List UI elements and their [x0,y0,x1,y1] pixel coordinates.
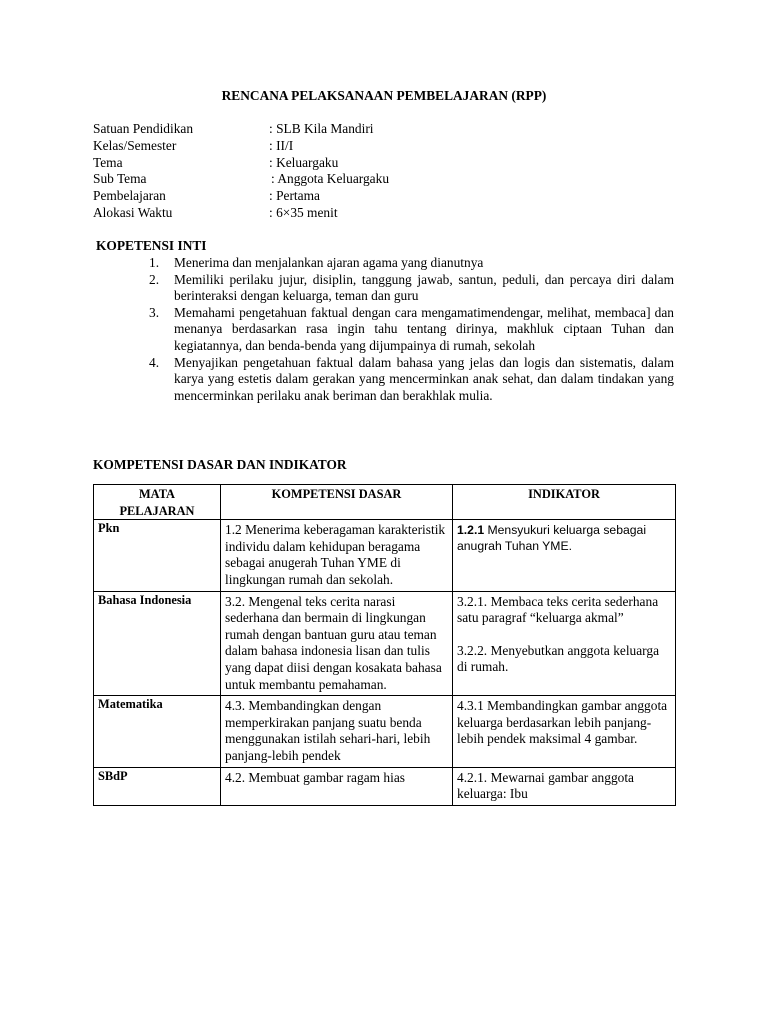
info-row [93,138,389,155]
info-label: Sub Tema [93,171,147,187]
list-item [149,305,674,355]
indikator-cell [453,696,676,767]
table-row [94,696,676,767]
table-row [94,591,676,696]
kompetensi-dasar-table [93,484,676,806]
list-item [149,255,674,272]
list-item [149,355,674,405]
kd-cell [221,520,453,591]
list-number: 4. [149,354,160,370]
info-value: : 6×35 menit [269,204,338,220]
indikator-cell [453,767,676,805]
kd-text: 1.2 Menerima keberagaman karakteristik individu dalam kehidupan beragama sebagai anugerah Tuhan YME di lingkungan rumah dan sekolah. [225,522,446,587]
kd-text: 4.3. Membandingkan dengan memperkirakan panjang suatu benda menggunakan istilah sehari-hari, lebih panjang-lebih pendek [225,698,431,763]
kompetensi-dasar-heading: KOMPETENSI DASAR DAN INDIKATOR [93,457,347,472]
column-header-kd: KOMPETENSI DASAR [221,485,453,520]
subject-cell: Matematika [94,696,221,767]
list-number: 1. [149,255,160,270]
info-row [93,205,389,222]
info-label: Alokasi Waktu [93,204,173,220]
identity-block [93,121,389,222]
info-label: Satuan Pendidikan [93,121,194,136]
indikator-code: 1.2.1 [457,523,485,538]
info-row [93,188,389,205]
indikator-text: Mensyukuri keluarga sebagai anugrah Tuhan YME. [457,523,647,554]
spacer [457,627,671,643]
indikator-cell [453,520,676,591]
indikator-cell [453,591,676,696]
column-header-mapel [94,485,221,520]
table-row [94,767,676,805]
info-value: : Pertama [269,188,320,204]
info-row [93,171,389,188]
header-text: MATA [138,487,175,501]
kd-text: 3.2. Mengenal teks cerita narasi sederhana dan bermain di lingkungan rumah dengan bantuan guru atau teman dalam bahasa indonesia lisan dan tulis yang dapat diisi dengan kosakata bahasa untuk membantu pemahaman. [225,593,442,692]
list-text: Memiliki perilaku jujur, disiplin, tanggung jawab, santun, peduli, dan percaya diri dalam berinteraksi dengan keluarga, teman dan guru [174,271,674,304]
info-value: : SLB Kila Mandiri [269,121,374,136]
subject-cell: SBdP [94,767,221,805]
indikator-text: 4.2.1. Mewarnai gambar anggota keluarga: Ibu [457,769,634,802]
column-header-indikator: INDIKATOR [453,485,676,520]
indikator-text: 3.2.1. Membaca teks cerita sederhana satu paragraf “keluarga akmal” [457,593,659,626]
kd-text: 4.2. Membuat gambar ragam hias [225,769,405,785]
list-number: 3. [149,304,160,320]
kd-cell [221,696,453,767]
list-number: 2. [149,271,160,287]
table-header-row [94,485,676,520]
info-value: : Keluargaku [269,154,339,170]
info-value: : II/I [269,137,294,153]
table-row [94,520,676,591]
info-label: Pembelajaran [93,188,166,204]
kd-cell [221,591,453,696]
indikator-text: 3.2.2. Menyebutkan anggota keluarga di rumah. [457,642,660,675]
kompetensi-inti-list [149,255,674,404]
list-text: Menyajikan pengetahuan faktual dalam bahasa yang jelas dan logis dan sistematis, dalam karya yang estetis dalam gerakan yang mencerminkan anak sehat, dan dalam tindakan yang mencerminkan perilaku anak beriman dan berakhlak mulia. [174,354,674,403]
info-value: : Anggota Keluargaku [271,171,390,187]
document-title: RENCANA PELAKSANAAN PEMBELAJARAN (RPP) [221,88,547,103]
list-item [149,272,674,305]
info-label: Tema [93,154,123,170]
list-text: Memahami pengetahuan faktual dengan cara mengamatimendengar, melihat, membaca] dan menanya berdasarkan rasa ingin tahu tentang dirinya, makhluk ciptaan Tuhan dan kegiatannya, dan benda-benda yang dijumpainya di rumah, sekolah [174,304,674,353]
header-text: PELAJARAN [119,503,195,518]
indikator-text: 4.3.1 Membandingkan gambar anggota keluarga berdasarkan lebih panjang- lebih pendek maksimal 4 gambar. [457,698,668,747]
kompetensi-inti-heading: KOPETENSI INTI [96,238,207,253]
info-row [93,155,389,172]
info-label: Kelas/Semester [93,137,177,153]
info-row [93,121,389,138]
kd-cell [221,767,453,805]
list-text: Menerima dan menjalankan ajaran agama yang dianutnya [174,255,484,270]
subject-cell: Bahasa Indonesia [94,591,221,696]
subject-cell: Pkn [94,520,221,591]
